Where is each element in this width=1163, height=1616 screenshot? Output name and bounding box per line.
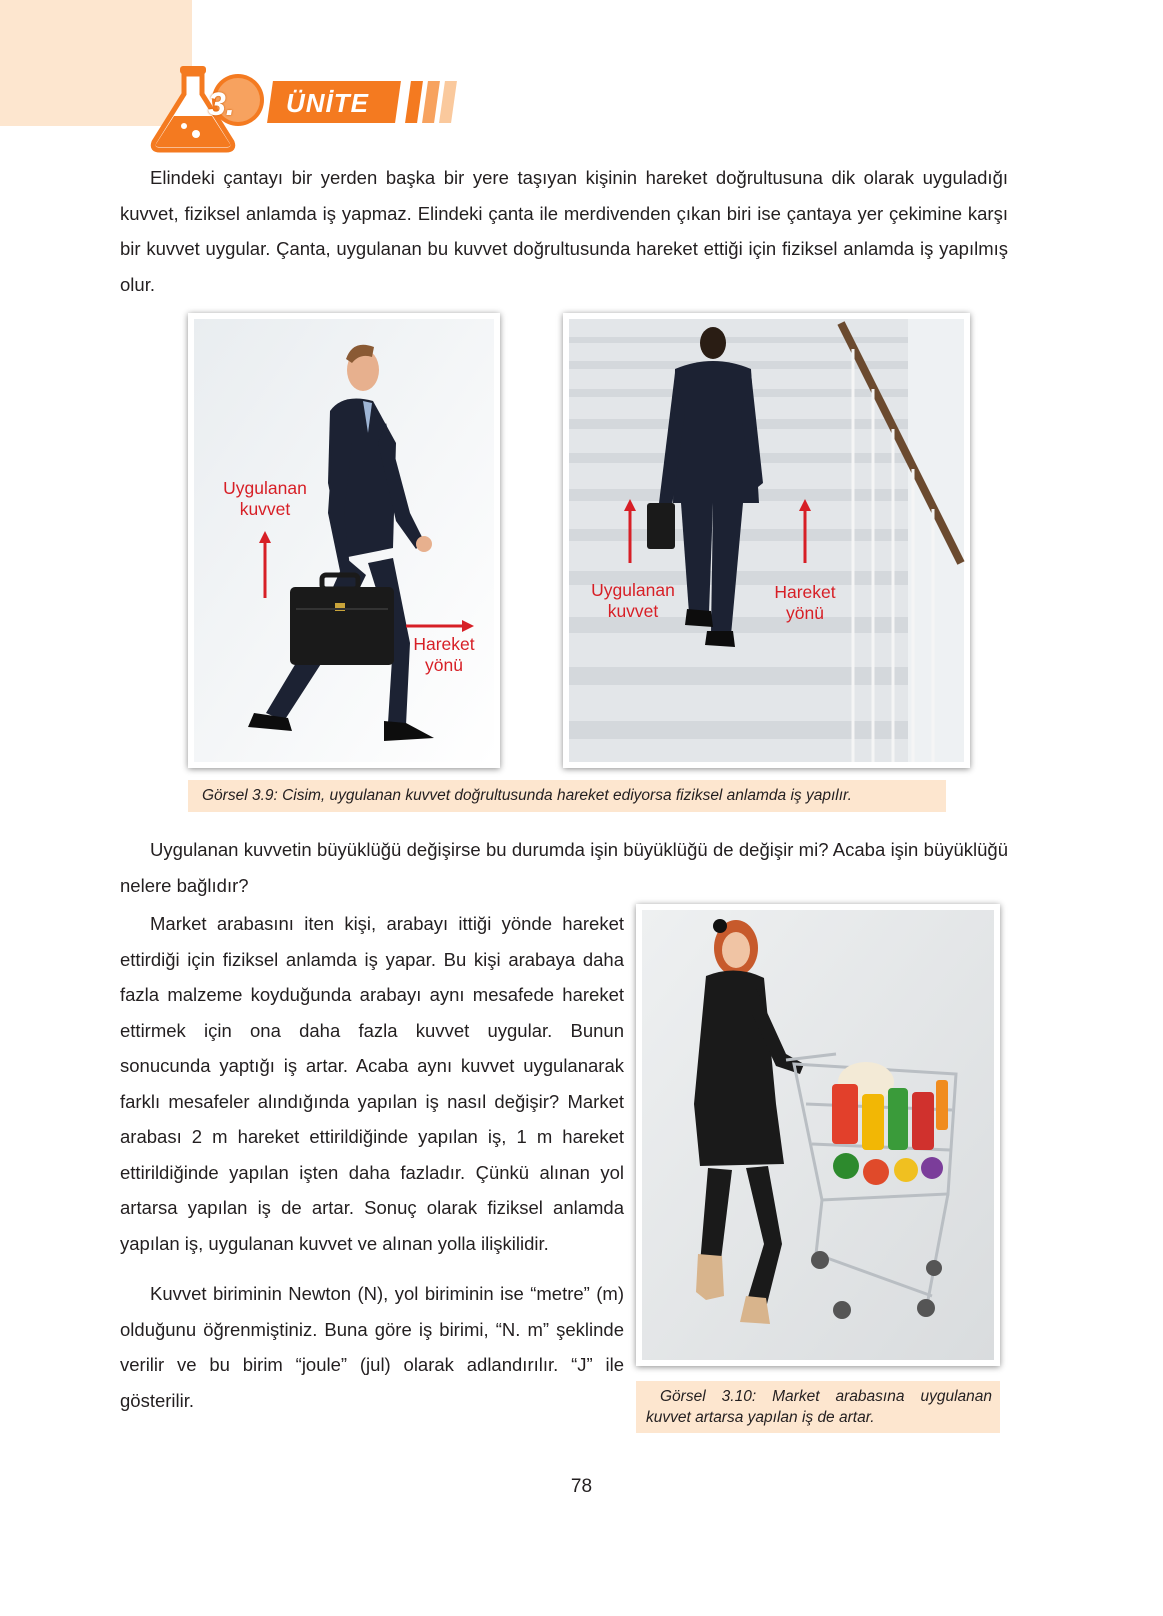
paragraph-intro: Elindeki çantayı bir yerden başka bir yere taşıyan kişinin hareket doğrultusuna dik olarak uyguladığı kuvvet, fiziksel anlamda iş yapmaz. Elindeki çanta ile merdivenden çıkan biri ise çantaya yer çekimine karşı bir kuvvet uygular. Çanta, uygulanan bu kuvvet doğrultusunda hareket ettiği için fiziksel anlamda iş yapılmış olur. [120, 167, 1008, 295]
shopping-cart-illustration [636, 904, 1000, 1366]
paragraph-units: Kuvvet biriminin Newton (N), yol biriminin ise “metre” (m) olduğunu öğrenmiştiniz. Buna göre iş birimi, “N. m” şeklinde verilir ve bu birim “joule” (jul) olarak adlandırılır. “J” ile gösterilir. [120, 1283, 624, 1411]
motion-direction-label-left: Hareket yönü [413, 634, 475, 675]
unit-number: 3. [208, 86, 235, 122]
header-bar [405, 81, 423, 123]
flask-icon [140, 64, 270, 154]
man-walking-illustration [188, 313, 500, 768]
stairs-illustration [563, 313, 970, 768]
paragraph-question: Uygulanan kuvvetin büyüklüğü değişirse bu durumda işin büyüklüğü de değişir mi? Acaba işin büyüklüğü nelere bağlıdır? [120, 839, 1008, 896]
photo-man-climbing-stairs [563, 313, 970, 768]
photo-woman-pushing-cart [636, 904, 1000, 1366]
motion-direction-label-right: Hareket yönü [774, 582, 836, 623]
unit-label: ÜNİTE [286, 88, 369, 118]
figure-3-10-caption: Görsel 3.10: Market arabasına uygulanan kuvvet artarsa yapılan iş de artar. [636, 1381, 1000, 1433]
applied-force-label-left: Uygulanan kuvvet [223, 478, 307, 519]
unit-header [140, 64, 460, 164]
paragraph-market-cart: Market arabasını iten kişi, arabayı ittiği yönde hareket ettirdiği için fiziksel anlamda iş yapar. Bu kişi arabaya daha fazla malzeme koyduğunda arabayı aynı mesafede hareket ettirmek için ona daha fazla kuvvet uygular. Bunun sonucunda yaptığı iş artar. Acaba aynı kuvvet uygulanarak farklı mesafeler alındığında yapılan iş nasıl değişir? Market arabası 2 m hareket ettirildiğinde yapılan iş, 1 m hareket ettirildiğinde yapılan işten daha fazladır. Çünkü alınan yol artarsa yapılan iş de artar. Sonuç olarak fiziksel anlamda yapılan iş, uygulanan kuvvet ve alınan yolla ilişkilidir. [120, 913, 624, 1254]
photo-man-walking [188, 313, 500, 768]
applied-force-label-right: Uygulanan kuvvet [591, 580, 675, 621]
figure-3-9-caption: Görsel 3.9: Cisim, uygulanan kuvvet doğrultusunda hareket ediyorsa fiziksel anlamda iş yapılır. [188, 780, 946, 812]
header-bar [439, 81, 457, 123]
header-bar [422, 81, 440, 123]
page-number: 78 [570, 1476, 593, 1497]
